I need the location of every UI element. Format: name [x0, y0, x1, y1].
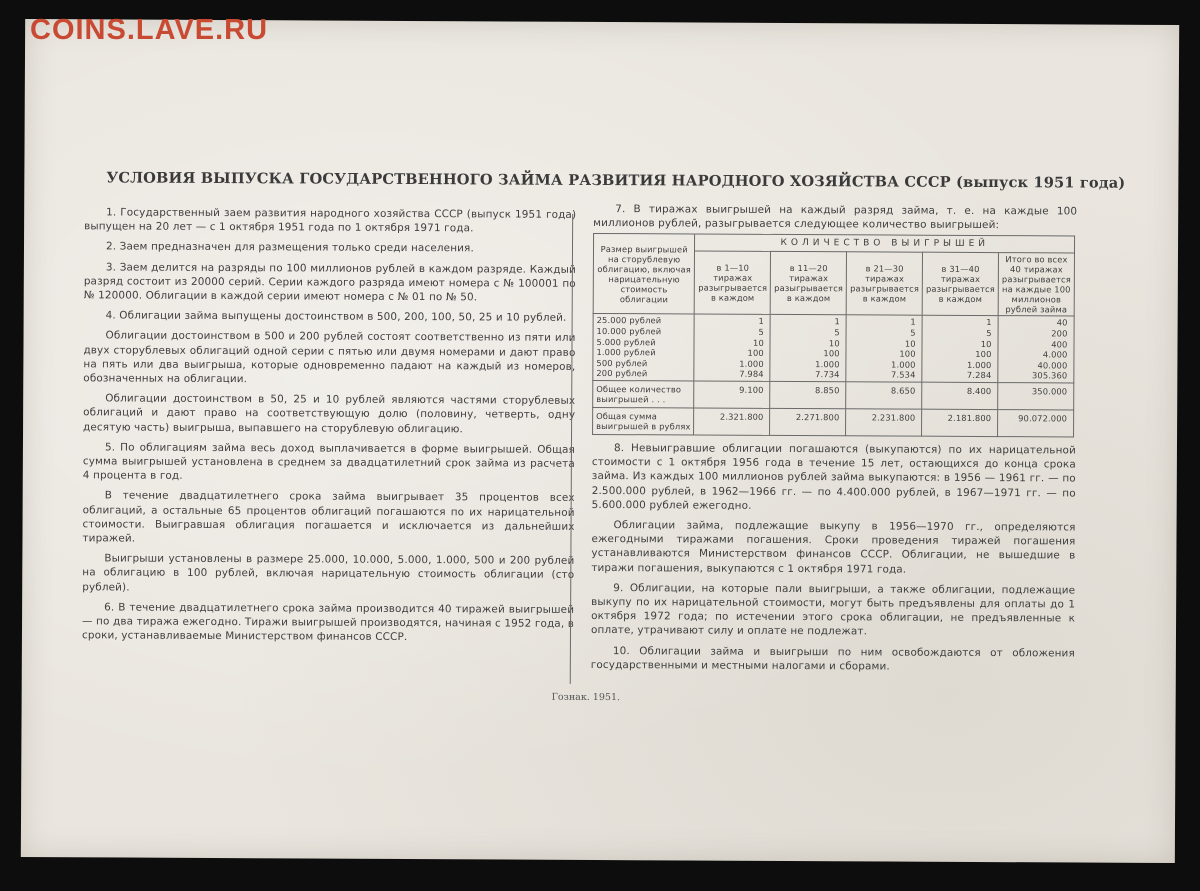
- prize-count-cell: [846, 315, 922, 382]
- clause-5-share: В течение двадцатилетнего срока займа выигрывает 35 процентов всех облигаций, а остальные 65 процентов облигаций погашаются по их нарицательной стоимости. Выигравшая облигация погашается и исключается из дальнейших тиражей.: [82, 489, 575, 545]
- prize-label: 25.000 рублей: [596, 315, 662, 326]
- clause-4-large-denominations: Облигации достоинством в 500 и 200 рублей состоят соответственно из пяти или двух сторублевых облигаций одной серии с пятью или двумя номерами и дают право на пять или два выигрыша, которые одновременно падают на каждый из номеров, обозначенных на облигации.: [83, 329, 576, 386]
- table-cell: 2.271.800: [770, 408, 846, 435]
- table-cell: 100: [899, 348, 916, 359]
- table-cell: 1.000: [815, 358, 840, 370]
- table-cell: 5: [910, 327, 916, 338]
- table-cell: 10: [904, 338, 916, 349]
- table-quantity-header: КОЛИЧЕСТВО ВЫИГРЫШЕЙ: [695, 234, 1075, 253]
- table-column-header: Итого во всех 40 тиражах разыгрывается на каждые 100 миллионов рублей займа: [998, 253, 1074, 316]
- table-row: [593, 314, 1074, 383]
- site-watermark: COINS.LAVE.RU: [30, 14, 269, 46]
- clause-3: 3. Заем делится на разряды по 100 миллионов рублей в каждом разряде. Каждый разряд состоит из 20000 серий. Серии каждого разряда имеют номера с № 100001 по № 120000. Облигации в каждой серии имеют номера с № 01 по № 50.: [83, 261, 576, 304]
- table-cell: 1.000: [966, 359, 992, 370]
- table-cell: 2.181.800: [922, 409, 998, 436]
- table-cell: 305.360: [1031, 370, 1068, 381]
- table-cell: 8.400: [922, 382, 998, 409]
- total-sum-label: Общая сумма выигрышей в рублях: [593, 407, 695, 435]
- prize-labels-cell: [593, 314, 695, 381]
- clause-4: 4. Облигации займа выпущены достоинством в 500, 200, 100, 50, 25 и 10 рублей.: [105, 309, 567, 325]
- clause-4-small-denominations: Облигации достоинством в 50, 25 и 10 рублей являются частями сторублевых облигаций и дают право на соответствующую долю (половину, четверть, одну десятую часть) выигрыша, выпавшего на сторублевую облигацию.: [83, 392, 576, 435]
- table-column-header: в 21—30 тиражах разыгрывается в каждом: [846, 252, 922, 315]
- prize-table: [592, 233, 1075, 437]
- clause-8: 8. Невыигравшие облигации погашаются (выкупаются) по их нарицательной стоимости с 1 октября 1956 года в течение 15 лет, остающихся до конца срока займа. Из каждых 100 миллионов рублей займа выкупаются: в 1956 — 1961 гг. — по 2.500.000 рублей, в 1962—1966 гг. — по 4.400.000 рублей, в 1967—1971 гг. — по 5.600.000 рублей ежегодно.: [591, 442, 1076, 512]
- table-cell: 1.000: [891, 359, 916, 370]
- clause-8-redemption: Облигации займа, подлежащие выкупу в 1956—1970 гг., определяются ежегодными тиражами погашения. Сроки проведения тиражей погашения устанавливаются Министерством финансов СССР. Облигации, не вышедшие в тиражи погашения, выкупаются с 1 октября 1971 года.: [591, 519, 1076, 576]
- total-count-label: Общее количество выигрышей . . .: [593, 380, 695, 408]
- table-cell: 90.072.000: [998, 410, 1074, 437]
- clause-6: 6. В течение двадцатилетнего срока займа производится 40 тиражей выигрышей — по два тиража ежегодно. Тиражи выигрышей производятся, начиная с 1952 года, в сроки, устанавливаемые Министерством финансов СССР.: [81, 601, 575, 644]
- prize-label: 5.000 рублей: [596, 336, 656, 347]
- clause-10: 10. Облигации займа и выигрыши по ним освобождаются от обложения государственными и местными налогами и сборами.: [590, 644, 1075, 673]
- prize-count-cell: [922, 316, 998, 383]
- printer-imprint: Гознак. 1951.: [551, 691, 621, 704]
- table-row-header: Размер выигрышей на сторублевую облигацию, включая нарицательную стоимость облигации: [593, 234, 695, 315]
- table-cell: 2.231.800: [846, 409, 922, 436]
- bond-back-sheet: [21, 19, 1179, 863]
- table-cell: 7.284: [966, 370, 992, 381]
- table-cell: 5: [758, 326, 764, 337]
- table-cell: 8.650: [846, 382, 922, 409]
- table-cell: 200: [1051, 328, 1068, 339]
- table-cell: 5: [834, 327, 840, 338]
- table-cell: 10: [980, 338, 992, 349]
- table-column-header: в 31—40 тиражах разыгрывается в каждом: [922, 253, 998, 316]
- table-cell: 10: [828, 337, 840, 348]
- clause-5-prizes: Выигрыши установлены в размере 25.000, 10.000, 5.000, 1.000, 500 и 200 рублей на облигацию в 100 рублей, включая нарицательную стоимость облигации (сто рублей).: [82, 552, 575, 594]
- table-cell: 7.534: [890, 369, 916, 381]
- table-cell: 4.000: [1042, 349, 1068, 360]
- table-cell: 1.000: [739, 358, 764, 369]
- table-cell: 2.321.800: [694, 408, 770, 435]
- clause-7: 7. В тиражах выигрышей на каждый разряд займа, т. е. на каждые 100 миллионов рублей, разыгрывается следующее количество выигрышей:: [593, 203, 1078, 232]
- table-row: [593, 380, 1074, 410]
- table-cell: 100: [975, 349, 992, 360]
- table-column-header: в 1—10 тиражах разыгрывается в каждом: [695, 251, 771, 314]
- table-cell: 8.850: [770, 381, 846, 408]
- table-column-header: в 11—20 тиражах разыгрывается в каждом: [771, 252, 847, 315]
- prize-label: 500 рублей: [596, 357, 648, 369]
- clause-5: 5. По облигациям займа весь доход выплачивается в форме выигрышей. Общая сумма выигрышей установлена в среднем за двадцатилетний срок займа из расчета 4 процента в год.: [82, 441, 575, 483]
- prize-count-cell: [998, 316, 1074, 383]
- table-cell: 350.000: [998, 383, 1074, 410]
- clause-2: 2. Заем предназначен для размещения только среди населения.: [105, 240, 474, 255]
- table-cell: 40: [1056, 317, 1068, 328]
- table-cell: 1: [986, 317, 992, 328]
- table-cell: 40.000: [1037, 360, 1068, 371]
- table-cell: 100: [747, 347, 764, 359]
- prize-label: 10.000 рублей: [596, 325, 662, 337]
- clause-9: 9. Облигации, на которые пали выигрыши, а также облигации, подлежащие выкупу по их нарицательной стоимости, могут быть предъявлены для оплаты до 1 октября 1972 года; по истечении этого срока облигации, не предъявленные к оплате, утрачивают силу и оплате не подлежат.: [590, 581, 1076, 638]
- table-cell: 1: [758, 316, 765, 327]
- left-column: [82, 205, 576, 651]
- table-cell: 9.100: [694, 381, 770, 408]
- table-cell: 1: [910, 317, 916, 328]
- table-cell: 7.984: [739, 369, 764, 380]
- clause-1: 1. Государственный заем развития народного хозяйства СССР (выпуск 1951 года) выпущен на 20 лет — с 1 октября 1951 года по 1 октября 1971 года.: [84, 206, 577, 235]
- document-title: УСЛОВИЯ ВЫПУСКА ГОСУДАРСТВЕННОГО ЗАЙМА РАЗВИТИЯ НАРОДНОГО ХОЗЯЙСТВА СССР (выпуск 1951 года): [106, 169, 1126, 192]
- table-row: [593, 407, 1074, 437]
- table-cell: 10: [753, 337, 764, 348]
- prize-count-cell: [770, 315, 846, 382]
- table-cell: 1: [834, 316, 840, 327]
- prize-label: 200 рублей: [596, 368, 648, 379]
- right-column: [591, 202, 1077, 681]
- prize-count-cell: [694, 314, 770, 381]
- table-cell: 7.734: [815, 369, 840, 380]
- table-cell: 5: [986, 328, 992, 339]
- prize-label: 1.000 рублей: [596, 347, 656, 358]
- table-cell: 400: [1051, 338, 1068, 350]
- table-cell: 100: [823, 348, 840, 359]
